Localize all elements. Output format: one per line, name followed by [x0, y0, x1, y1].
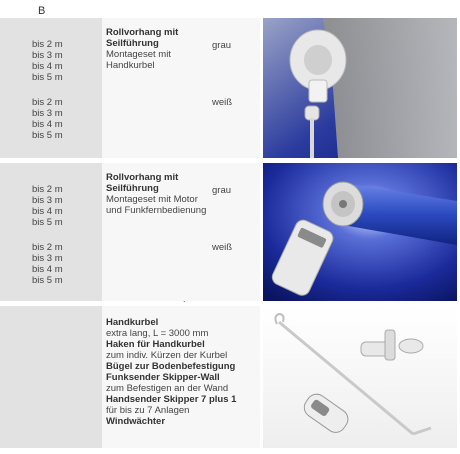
accessory-title: Bügel zur Bodenbefestigung	[106, 361, 236, 372]
product-row-1	[0, 18, 460, 158]
product-subtitle: und Funkfernbedienung	[106, 205, 207, 216]
color-label: weiß	[212, 242, 233, 253]
size-item: bis 3 m	[32, 50, 63, 61]
accessory-title: Handkurbel	[106, 317, 159, 328]
size-item: bis 2 m	[32, 242, 63, 253]
product-photo-roller-handcrank	[263, 18, 457, 158]
product-row-3	[0, 294, 460, 448]
color-label: grau	[212, 40, 232, 51]
size-item: bis 5 m	[32, 130, 63, 141]
size-item: bis 4 m	[32, 264, 63, 275]
product-subtitle: Montageset mit Motor	[106, 194, 198, 205]
color-label: grau	[212, 185, 232, 196]
stray-dot: .	[183, 294, 186, 304]
product-subtitle: Montageset mit	[106, 49, 171, 60]
size-item: bis 4 m	[32, 119, 63, 130]
description-column	[102, 18, 260, 158]
size-column	[0, 306, 102, 448]
product-subtitle: Handkurbel	[106, 60, 155, 71]
section-letter: B	[38, 5, 46, 17]
accessory-title: Handsender Skipper 7 plus 1	[106, 394, 237, 405]
size-item: bis 3 m	[32, 195, 63, 206]
product-title: Rollvorhang mit	[106, 27, 179, 38]
accessory-note: zum indiv. Kürzen der Kurbel	[106, 350, 228, 361]
accessory-note: zum Befestigen an der Wand	[106, 383, 229, 394]
product-title: Rollvorhang mit	[106, 172, 179, 183]
accessory-title: Haken für Handkurbel	[106, 339, 205, 350]
accessory-title: Funksender Skipper-Wall	[106, 372, 220, 383]
size-item: bis 2 m	[32, 184, 63, 195]
description-column	[102, 163, 260, 301]
color-label: weiß	[212, 97, 233, 108]
size-column	[0, 163, 102, 301]
accessory-note: für bis zu 7 Anlagen	[106, 405, 190, 416]
product-row-2	[0, 163, 460, 301]
size-item: bis 4 m	[32, 61, 63, 72]
size-item: bis 5 m	[32, 275, 63, 286]
size-item: bis 4 m	[32, 206, 63, 217]
accessory-note: extra lang, L = 3000 mm	[106, 328, 209, 339]
product-title: Seilführung	[106, 183, 159, 194]
size-item: bis 3 m	[32, 253, 63, 264]
accessory-title: Windwächter	[106, 416, 166, 427]
size-item: bis 3 m	[32, 108, 63, 119]
product-photo-accessories	[263, 306, 457, 448]
size-item: bis 2 m	[32, 97, 63, 108]
size-item: bis 5 m	[32, 72, 63, 83]
description-column	[102, 306, 260, 448]
size-item: bis 5 m	[32, 217, 63, 228]
product-title: Seilführung	[106, 38, 159, 49]
size-column	[0, 18, 102, 158]
product-photo-motor-remote	[263, 163, 457, 301]
size-item: bis 2 m	[32, 39, 63, 50]
